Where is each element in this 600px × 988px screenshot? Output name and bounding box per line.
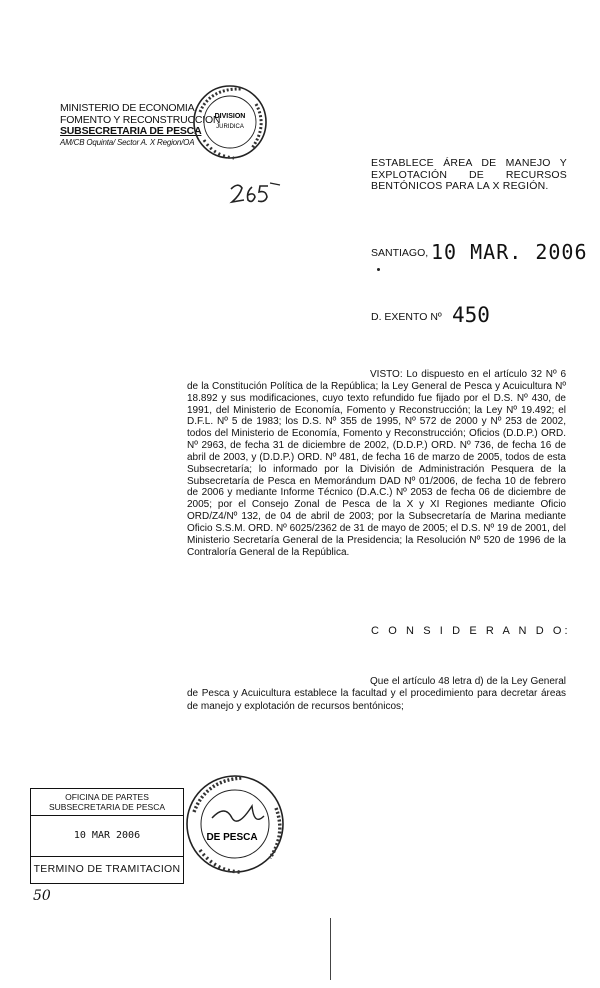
- place-label: SANTIAGO,: [371, 247, 429, 259]
- considerando-line: Que el artículo 48 letra d) de la Ley: [370, 676, 528, 687]
- date-stamp: 10 MAR. 2006: [431, 240, 588, 264]
- decree-number: 450: [452, 303, 490, 327]
- visto-line: Presidencia; la Resolución Nº 520 de 1996 de la Contraloría General de la: [187, 534, 566, 558]
- visto-line: (D.D.P.) ORD. Nº 481, de fecha 16 de marzo de 2005, todos de esta: [259, 451, 566, 463]
- visto-line: de Marina mediante Oficio S.S.M. ORD. Nº 6025/2362 de 31 de mayo de: [187, 511, 567, 534]
- visto-line: mediante Oficio ORD/Z4/Nº 132, de 04 de abril de 2003; por la Subsecretaría: [187, 499, 567, 523]
- handwritten-page-number: 50: [33, 888, 51, 904]
- svg-text:DIVISION: DIVISION: [214, 113, 246, 120]
- visto-line: 6 de la Constitución Política de la República; la Ley General de Pesca y: [187, 369, 566, 392]
- visto-paragraph: [187, 369, 566, 559]
- subject-line-1: ESTABLECE ÁREA DE MANEJO Y: [371, 157, 567, 169]
- visto-line: Reconstrucción; la Ley Nº 19.492; el D.F.L. Nº 5 de 1983; los D.S. Nº 355 de: [187, 404, 566, 428]
- scan-fold-line: [330, 918, 331, 980]
- visto-line: diciembre de 2005; por el Consejo Zonal de Pesca de la X y XI Regiones: [187, 487, 566, 511]
- handwritten-signature-mark: [228, 180, 284, 208]
- visto-line: Fomento y Reconstrucción; Oficios (D.D.P.) ORD. Nº 2963, de fecha 31 de: [187, 428, 567, 452]
- visto-line: Acuicultura Nº 18.892 y sus modificaciones, cuyo texto refundido fue fijado por: [187, 380, 567, 404]
- considerando-line: decretar áreas de manejo y explotación de recursos bentónicos;: [187, 688, 567, 712]
- visto-line: República.: [302, 546, 350, 558]
- ministry-line-4: AM/CB Oquinta/ Sector A. X Region/OA: [60, 137, 195, 147]
- visto-line: 1995, Nº 572 de 2000 y Nº 253 de 2002, todos del Ministerio de Economía,: [187, 416, 567, 440]
- visto-line: 2005; el D.S. Nº 19 de 2001, del Ministerio Secretaría General de la: [187, 522, 566, 546]
- visto-line: Subsecretaría; lo informado por la División de Administración Pesquera de la: [187, 463, 566, 475]
- visto-line: el D.S. Nº 430, de 1991, del Ministerio de Economía, Fomento y: [187, 392, 566, 416]
- subsecretaria-seal-stamp: [180, 768, 290, 880]
- visto-line: febrero de 2006 y mediante Informe Técnico (D.A.C.) Nº 2053 de fecha 06 de: [187, 475, 566, 499]
- svg-text:JURIDICA: JURIDICA: [216, 124, 244, 130]
- visto-line: Subsecretaría de Pesca en Memorándum DAD Nº 01/2006, de fecha 10 de: [187, 475, 531, 487]
- ink-dot: [377, 268, 380, 271]
- decree-subject: [371, 158, 567, 193]
- visto-line: diciembre de 2002, (D.D.P.) ORD. Nº 736, de fecha 16 de abril de 2003, y: [187, 440, 567, 463]
- office-of-parts-stamp: [30, 788, 184, 884]
- considerando-paragraph: [187, 676, 566, 713]
- subject-line-3: BENTÓNICOS PARA LA X REGIÓN.: [371, 180, 549, 192]
- decree-label: D. EXENTO Nº: [371, 311, 442, 323]
- office-stamp-header: [31, 789, 183, 816]
- subject-line-2: EXPLOTACIÓN DE RECURSOS: [371, 168, 567, 181]
- visto-line: VISTO: Lo dispuesto en el artículo 32 Nº: [370, 369, 557, 380]
- office-stamp-date: 10 MAR 2006: [31, 816, 183, 857]
- office-stamp-status: TERMINO DE TRAMITACION: [33, 863, 181, 875]
- ministry-line-3: SUBSECRETARIA DE PESCA: [60, 125, 202, 137]
- division-juridica-stamp: [190, 82, 270, 164]
- ministry-line-1: MINISTERIO DE ECONOMIA: [60, 102, 195, 114]
- office-stamp-line-2: SUBSECRETARIA DE PESCA: [48, 802, 166, 812]
- office-stamp-line-1: OFICINA DE PARTES: [65, 792, 149, 802]
- ministry-line-2: FOMENTO Y RECONSTRUCCION: [60, 113, 221, 126]
- considerando-heading: C O N S I D E R A N D O:: [371, 625, 571, 637]
- considerando-line: General de Pesca y Acuicultura establece la facultad y el procedimiento para: [187, 676, 567, 700]
- seal-bottom-text: DE PESCA: [206, 832, 258, 843]
